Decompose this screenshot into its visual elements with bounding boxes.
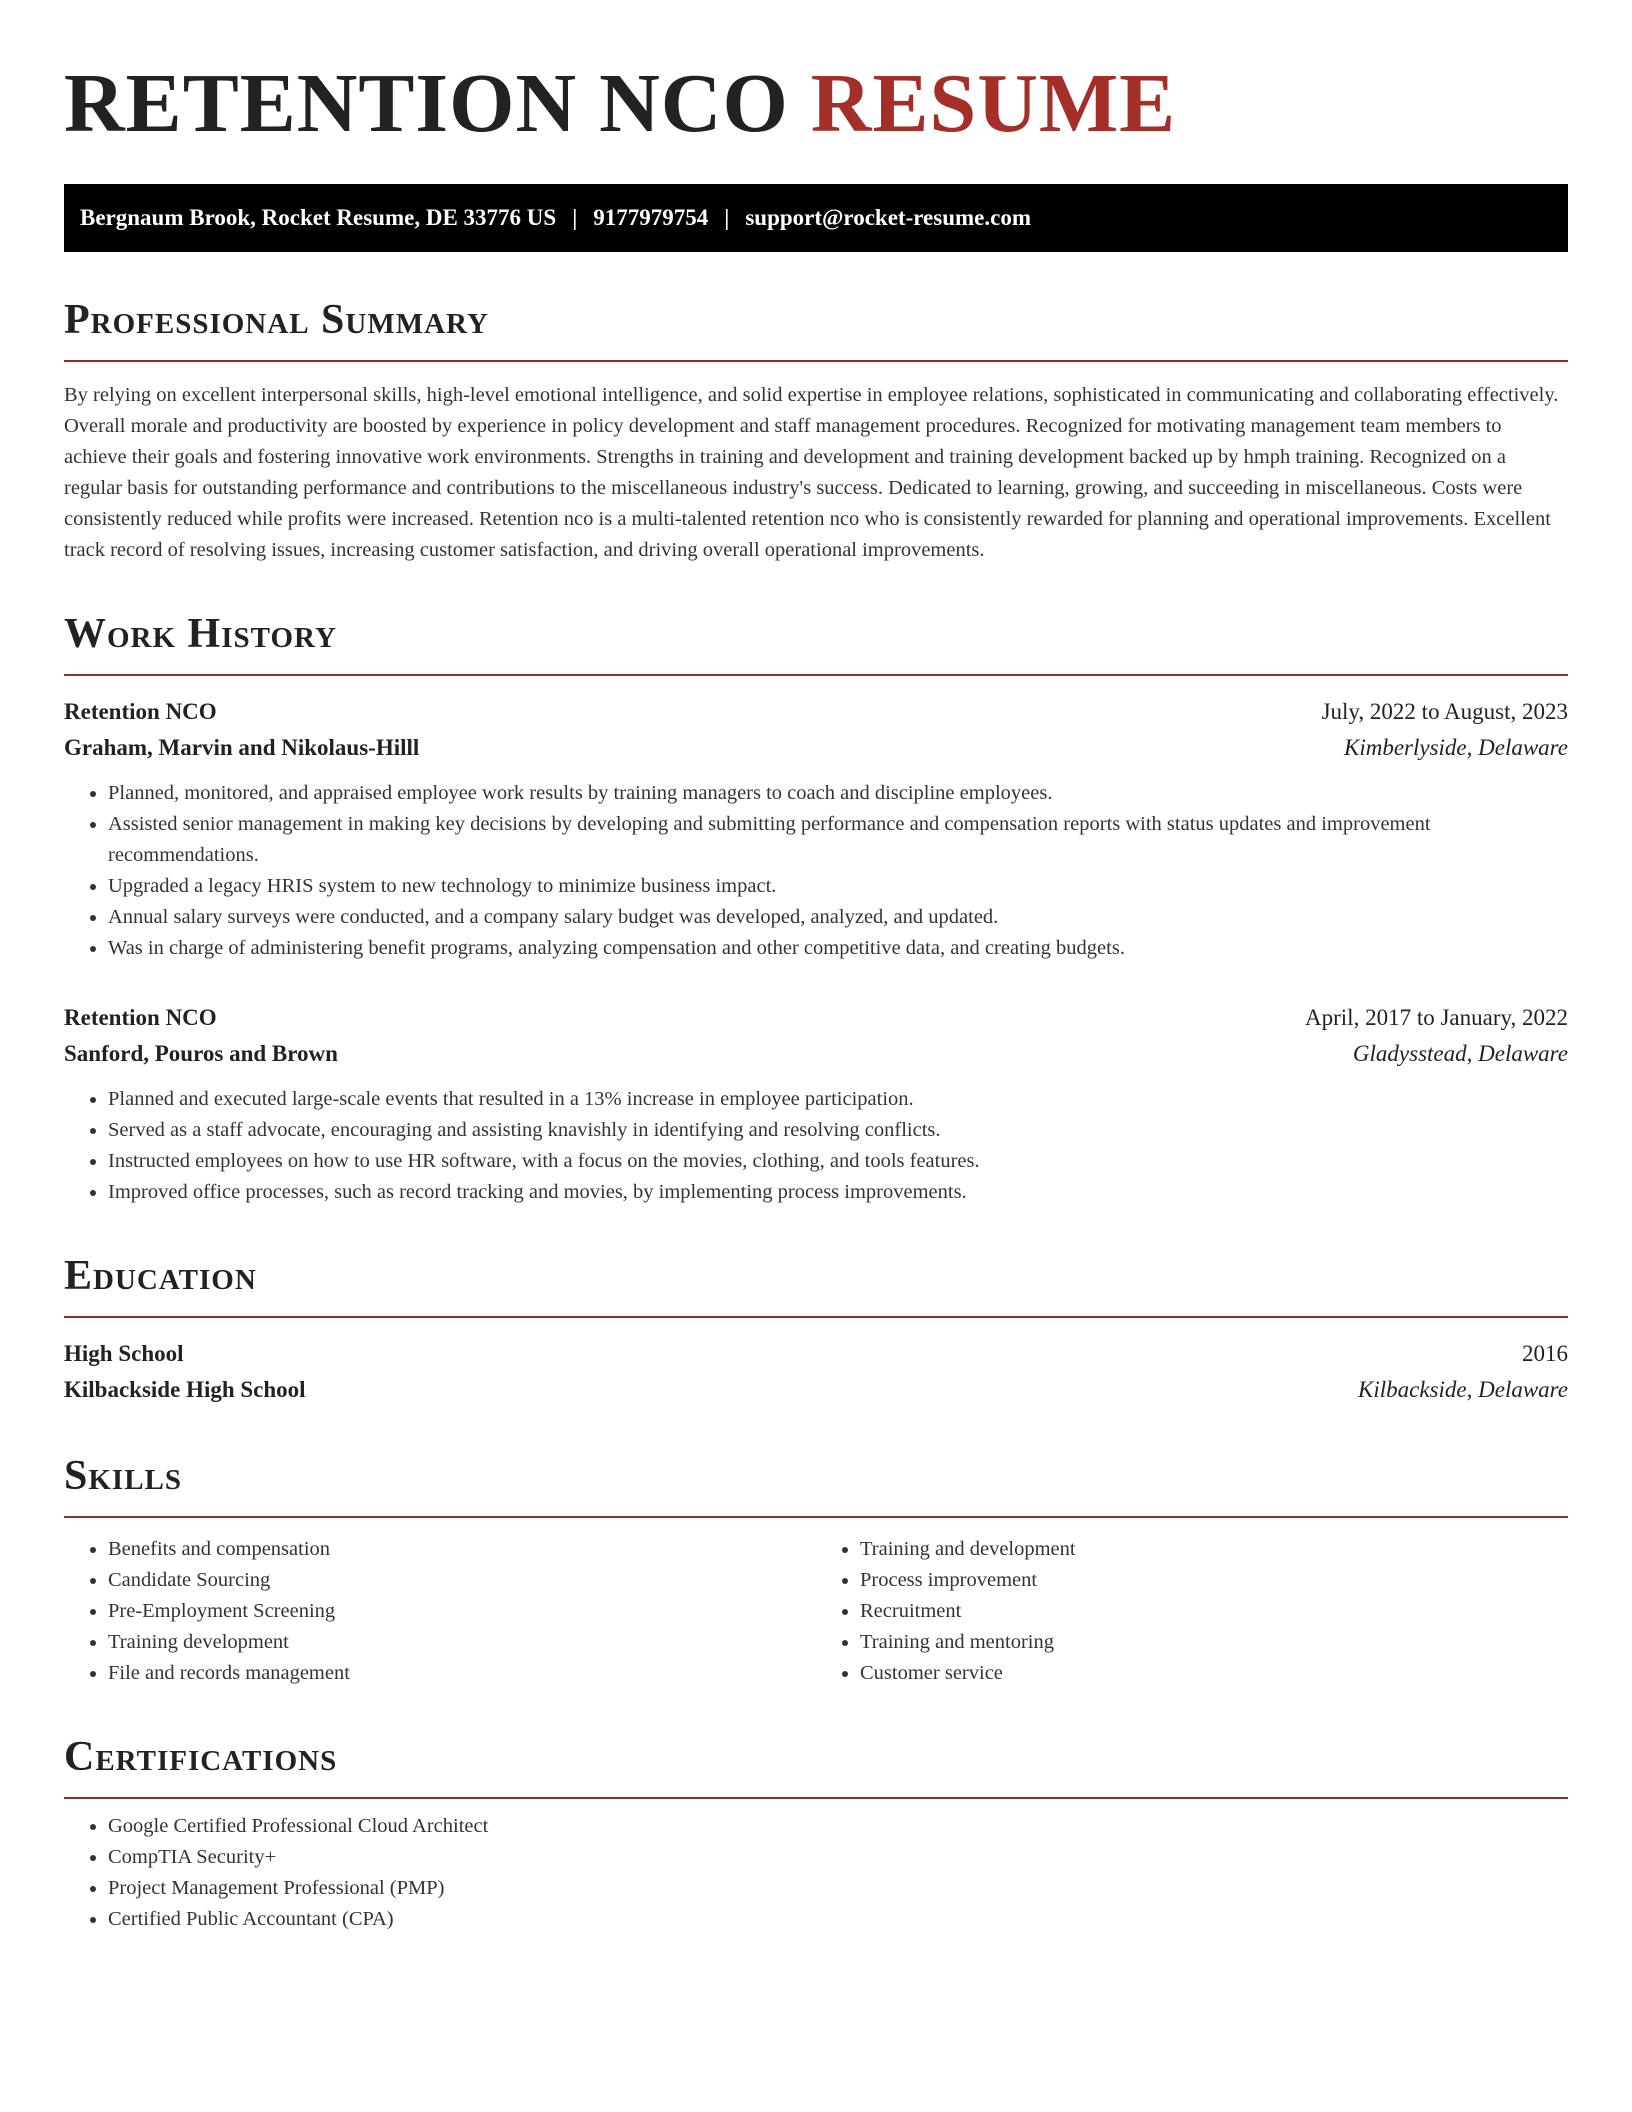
certification-item: • Google Certified Professional Cloud Architect xyxy=(108,1811,1568,1842)
title-accent: RESUME xyxy=(810,57,1177,150)
skill-item: • Training development xyxy=(108,1627,816,1658)
job-bullet: • Improved office processes, such as record tracking and movies, by implementing process improvements. xyxy=(108,1177,1568,1208)
education-school: Kilbackside High School xyxy=(64,1377,306,1402)
job-dates: April, 2017 to January, 2022 xyxy=(1305,1005,1568,1030)
section-divider xyxy=(64,360,1568,362)
contact-email: support@rocket-resume.com xyxy=(745,205,1031,230)
job-bullets xyxy=(64,1084,1568,1208)
job-title-row xyxy=(64,1000,1568,1036)
job-bullets xyxy=(64,778,1568,964)
work-history-heading: Work History xyxy=(64,611,337,657)
skill-item: • Process improvement xyxy=(860,1565,1568,1596)
title-main: RETENTION NCO xyxy=(64,57,789,150)
certification-item: • Project Management Professional (PMP) xyxy=(108,1873,1568,1904)
summary-heading: Professional Summary xyxy=(64,297,489,343)
job-dates: July, 2022 to August, 2023 xyxy=(1321,699,1568,724)
certifications-heading: Certifications xyxy=(64,1734,338,1780)
job-bullet: • Assisted senior management in making key decisions by developing and submitting performance and compensation reports with status updates and improvement recommendations. xyxy=(108,809,1568,871)
skills-columns xyxy=(64,1534,1568,1689)
skill-item: • File and records management xyxy=(108,1658,816,1689)
job-title-row xyxy=(64,694,1568,730)
contact-separator: | xyxy=(572,205,578,230)
job-bullet: • Was in charge of administering benefit programs, analyzing compensation and other competitive data, and creating budgets. xyxy=(108,933,1568,964)
job-location: Gladysstead, Delaware xyxy=(1352,1041,1568,1066)
skill-item: • Candidate Sourcing xyxy=(108,1565,816,1596)
contact-phone: 9177979754 xyxy=(593,205,709,230)
job-title: Retention NCO xyxy=(64,699,217,724)
education-year: 2016 xyxy=(1522,1341,1568,1366)
education-heading: Education xyxy=(64,1253,257,1299)
skill-item: • Benefits and compensation xyxy=(108,1534,816,1565)
job-company: Sanford, Pouros and Brown xyxy=(64,1041,338,1066)
skill-item: • Pre-Employment Screening xyxy=(108,1596,816,1627)
job-bullet: • Planned, monitored, and appraised employee work results by training managers to coach and discipline employees. xyxy=(108,778,1568,809)
skill-item: • Training and mentoring xyxy=(860,1627,1568,1658)
job-bullet: • Annual salary surveys were conducted, and a company salary budget was developed, analyzed, and updated. xyxy=(108,902,1568,933)
resume-title xyxy=(64,0,1568,152)
education-entry xyxy=(64,1336,1568,1408)
contact-bar xyxy=(64,184,1568,252)
section-divider xyxy=(64,1516,1568,1518)
job-location: Kimberlyside, Delaware xyxy=(1343,735,1568,760)
contact-separator: | xyxy=(724,205,730,230)
job-company: Graham, Marvin and Nikolaus-Hilll xyxy=(64,735,420,760)
education-degree-row xyxy=(64,1336,1568,1372)
job-bullet: • Planned and executed large-scale events that resulted in a 13% increase in employee participation. xyxy=(108,1084,1568,1115)
section-divider xyxy=(64,1316,1568,1318)
summary-text: By relying on excellent interpersonal skills, high-level emotional intelligence, and solid expertise in employee relations, sophisticated in communicating and collaborating effectively. Overall morale and productivity are boosted by experience in policy development and staff management procedures. Recognized for motivating management team members to achieve their goals and fostering innovative work environments. Strengths in training and development and training development backed up by hmph training. Recognized on a regular basis for outstanding performance and contributions to the miscellaneous industry's success. Dedicated to learning, growing, and succeeding in miscellaneous. Costs were consistently reduced while profits were increased. Retention nco is a multi-talented retention nco who is consistently rewarded for planning and operational improvements. Excellent track record of resolving issues, increasing customer satisfaction, and driving overall operational improvements. xyxy=(64,384,1559,561)
skill-item: • Recruitment xyxy=(860,1596,1568,1627)
education-location: Kilbackside, Delaware xyxy=(1358,1377,1568,1402)
education-school-row xyxy=(64,1372,1568,1408)
certification-item: • Certified Public Accountant (CPA) xyxy=(108,1904,1568,1935)
skill-item: • Customer service xyxy=(860,1658,1568,1689)
job-company-row xyxy=(64,1036,1568,1072)
skills-heading: Skills xyxy=(64,1453,183,1499)
job-bullet: • Upgraded a legacy HRIS system to new technology to minimize business impact. xyxy=(108,871,1568,902)
job-company-row xyxy=(64,730,1568,766)
skill-item: • Training and development xyxy=(860,1534,1568,1565)
section-divider xyxy=(64,674,1568,676)
job-bullet: • Instructed employees on how to use HR software, with a focus on the movies, clothing, and tools features. xyxy=(108,1146,1568,1177)
certification-item: • CompTIA Security+ xyxy=(108,1842,1568,1873)
job-title: Retention NCO xyxy=(64,1005,217,1030)
job-bullet: • Served as a staff advocate, encouraging and assisting knavishly in identifying and resolving conflicts. xyxy=(108,1115,1568,1146)
section-divider xyxy=(64,1797,1568,1799)
education-degree: High School xyxy=(64,1341,184,1366)
skills-right-list xyxy=(816,1534,1568,1689)
job-entry xyxy=(64,1000,1568,1208)
skills-left-list xyxy=(64,1534,816,1689)
job-entry xyxy=(64,694,1568,964)
contact-address: Bergnaum Brook, Rocket Resume, DE 33776 US xyxy=(80,205,557,230)
certifications-list xyxy=(64,1811,1568,1935)
